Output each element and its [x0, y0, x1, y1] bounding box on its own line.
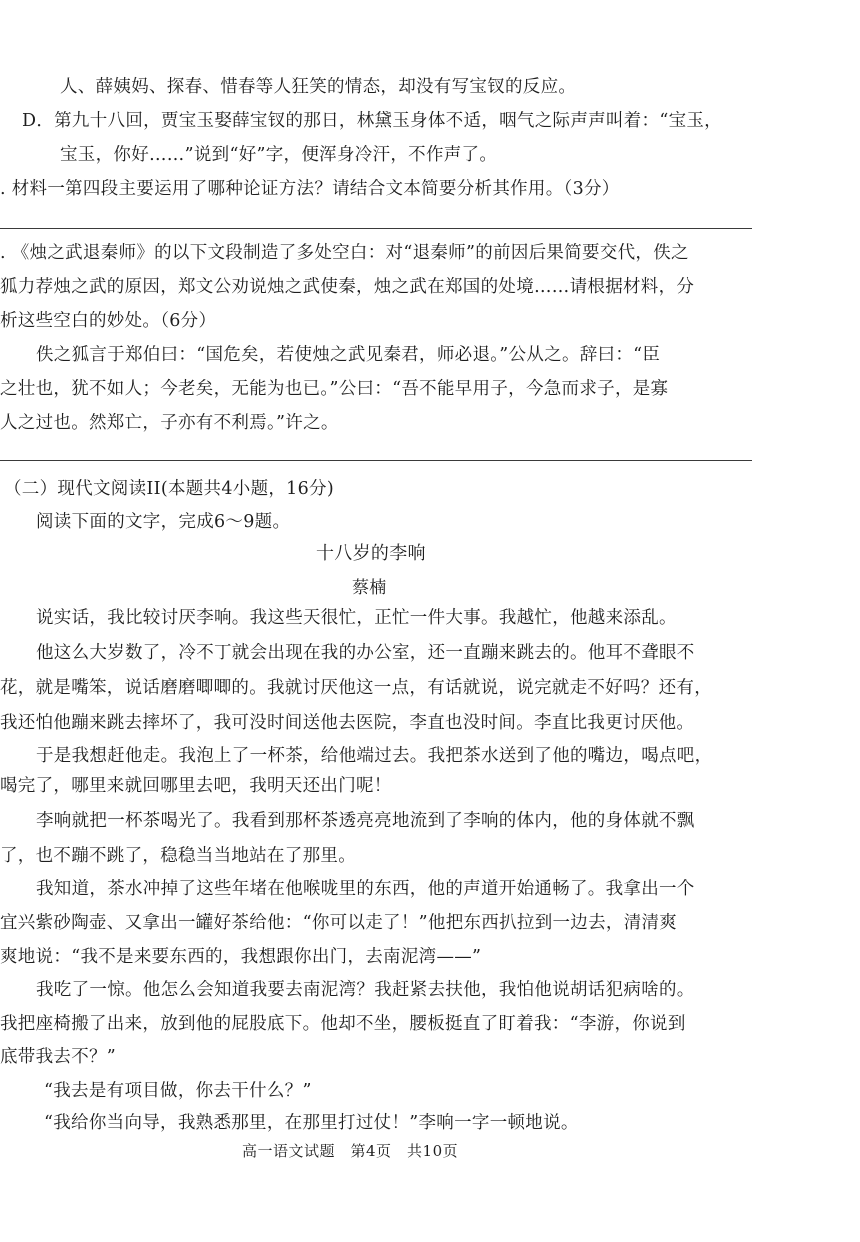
story-paragraph-line: 我知道，茶水冲掉了这些年堵在他喉咙里的东西，他的声道开始通畅了。我拿出一个	[36, 879, 695, 899]
story-author: 蔡楠	[352, 578, 387, 598]
question-4-prompt: . 材料一第四段主要运用了哪种论证方法？请结合文本简要分析其作用。（3分）	[0, 179, 620, 199]
section-heading: （二）现代文阅读II(本题共4小题，16分)	[4, 479, 334, 499]
story-paragraph-line: 说实话，我比较讨厌李响。我这些天很忙，正忙一件大事。我越忙，他越来添乱。	[36, 608, 677, 628]
story-paragraph-line: 李响就把一杯茶喝光了。我看到那杯茶透亮亮地流到了李响的体内，他的身体就不飘	[36, 811, 695, 831]
question-5-line-1: . 《烛之武退秦师》的以下文段制造了多处空白：对“退秦师”的前因后果简要交代，佚之	[0, 243, 689, 263]
story-paragraph-line: 我还怕他蹦来跳去摔坏了，我可没时间送他去医院，李直也没时间。李直比我更讨厌他。	[0, 713, 695, 733]
option-c-continuation: 人、薛姨妈、探春、惜春等人狂笑的情态，却没有写宝钗的反应。	[60, 77, 577, 97]
story-paragraph-line: “我给你当向导，我熟悉那里，在那里打过仗！”李响一字一顿地说。	[44, 1113, 579, 1133]
story-paragraph-line: 喝完了，哪里来就回哪里去吧，我明天还出门呢！	[0, 776, 392, 796]
option-d-line-2: 宝玉，你好……”说到“好”字，便浑身冷汗，不作声了。	[60, 145, 498, 165]
story-paragraph-line: 底带我去不？”	[0, 1047, 117, 1067]
story-paragraph-line: 宜兴紫砂陶壶、又拿出一罐好茶给他：“你可以走了！”他把东西扒拉到一边去，清清爽	[0, 913, 678, 933]
story-paragraph-line: 我把座椅搬了出来，放到他的屁股底下。他却不坐，腰板挺直了盯着我：“李游，你说到	[0, 1014, 686, 1034]
story-paragraph-line: 于是我想赶他走。我泡上了一杯茶，给他端过去。我把茶水送到了他的嘴边，喝点吧，	[36, 746, 713, 766]
story-paragraph-line: 了，也不蹦不跳了，稳稳当当地站在了那里。	[0, 846, 356, 866]
quote-line-3: 人之过也。然郑亡，子亦有不利焉。”许之。	[0, 413, 339, 433]
story-paragraph-line: 爽地说：“我不是来要东西的，我想跟你出门，去南泥湾——”	[0, 947, 482, 967]
option-d-line-1: D．第九十八回，贾宝玉娶薛宝钗的那日，林黛玉身体不适，咽气之际声声叫着：“宝玉，	[22, 111, 722, 131]
quote-line-1: 佚之狐言于郑伯曰：“国危矣，若使烛之武见秦君，师必退。”公从之。辞曰：“臣	[36, 345, 661, 365]
story-paragraph-line: 我吃了一惊。他怎么会知道我要去南泥湾？我赶紧去扶他，我怕他说胡话犯病啥的。	[36, 980, 695, 1000]
page-footer: 高一语文试题 第4页 共10页	[242, 1142, 459, 1160]
answer-line-q4	[0, 228, 752, 229]
answer-line-q5	[0, 460, 752, 461]
story-paragraph-line: 他这么大岁数了，冷不丁就会出现在我的办公室，还一直蹦来跳去的。他耳不聋眼不	[36, 643, 695, 663]
quote-line-2: 之壮也，犹不如人；今老矣，无能为也已。”公曰：“吾不能早用子，今急而求子，是寡	[0, 379, 669, 399]
reading-instruction: 阅读下面的文字，完成6～9题。	[36, 512, 291, 532]
story-title: 十八岁的李响	[316, 543, 426, 564]
question-5-line-2: 狐力荐烛之武的原因，郑文公劝说烛之武使秦，烛之武在郑国的处境……请根据材料，分	[0, 277, 695, 297]
question-5-line-3: 析这些空白的妙处。（6分）	[0, 311, 217, 331]
story-paragraph-line: “我去是有项目做，你去干什么？”	[44, 1081, 312, 1101]
story-paragraph-line: 花，就是嘴笨，说话磨磨唧唧的。我就讨厌他这一点，有话就说，说完就走不好吗？还有，	[0, 678, 712, 698]
